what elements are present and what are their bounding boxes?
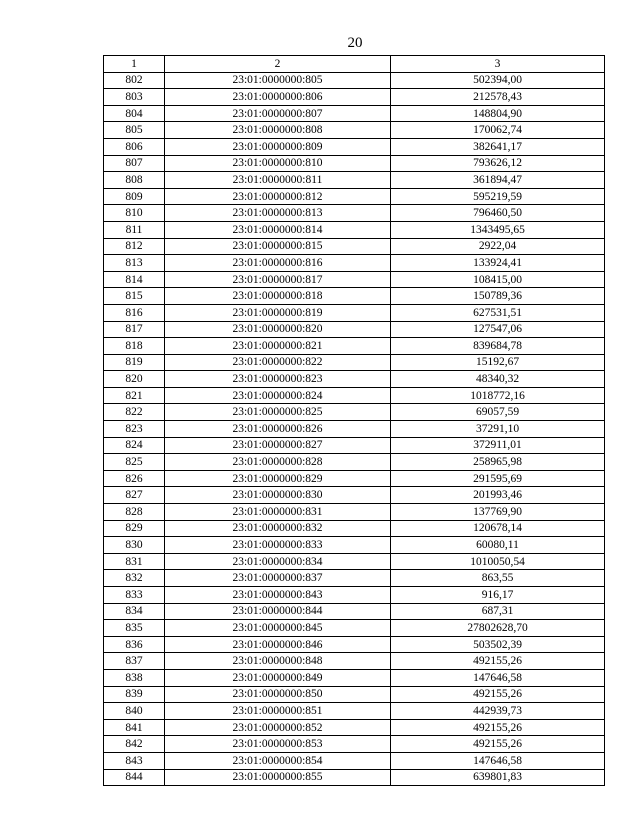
table-row — [104, 205, 605, 222]
row-index-cell: 817 — [104, 321, 165, 338]
row-index-cell: 812 — [104, 238, 165, 255]
table-row — [104, 537, 605, 554]
cadastral-number-cell: 23:01:0000000:831 — [165, 504, 391, 521]
cadastral-number-cell: 23:01:0000000:832 — [165, 520, 391, 537]
column-number-3: 3 — [391, 56, 605, 73]
table-body — [104, 72, 605, 786]
table-row — [104, 371, 605, 388]
row-index-cell: 833 — [104, 587, 165, 604]
cadastral-number-cell: 23:01:0000000:845 — [165, 620, 391, 637]
table-row — [104, 304, 605, 321]
row-index-cell: 829 — [104, 520, 165, 537]
row-index-cell: 821 — [104, 387, 165, 404]
cadastral-value-cell: 627531,51 — [391, 304, 605, 321]
cadastral-value-cell: 442939,73 — [391, 703, 605, 720]
cadastral-value-cell: 212578,43 — [391, 89, 605, 106]
column-number-1: 1 — [104, 56, 165, 73]
cadastral-number-cell: 23:01:0000000:812 — [165, 188, 391, 205]
cadastral-number-cell: 23:01:0000000:809 — [165, 138, 391, 155]
cadastral-value-cell: 2922,04 — [391, 238, 605, 255]
row-index-cell: 836 — [104, 636, 165, 653]
row-index-cell: 835 — [104, 620, 165, 637]
table-row — [104, 504, 605, 521]
column-number-2: 2 — [165, 56, 391, 73]
row-index-cell: 813 — [104, 255, 165, 272]
cadastral-number-cell: 23:01:0000000:817 — [165, 271, 391, 288]
table-row — [104, 470, 605, 487]
cadastral-value-cell: 492155,26 — [391, 686, 605, 703]
cadastral-number-cell: 23:01:0000000:822 — [165, 354, 391, 371]
cadastral-value-cell: 796460,50 — [391, 205, 605, 222]
row-index-cell: 841 — [104, 719, 165, 736]
cadastral-number-cell: 23:01:0000000:829 — [165, 470, 391, 487]
cadastral-value-cell: 69057,59 — [391, 404, 605, 421]
cadastral-value-cell: 147646,58 — [391, 752, 605, 769]
cadastral-value-cell: 127547,06 — [391, 321, 605, 338]
row-index-cell: 807 — [104, 155, 165, 172]
cadastral-number-cell: 23:01:0000000:824 — [165, 387, 391, 404]
cadastral-value-cell: 15192,67 — [391, 354, 605, 371]
table-row — [104, 288, 605, 305]
table-row — [104, 354, 605, 371]
cadastral-number-cell: 23:01:0000000:852 — [165, 719, 391, 736]
table-row — [104, 719, 605, 736]
cadastral-value-cell: 1010050,54 — [391, 553, 605, 570]
row-index-cell: 815 — [104, 288, 165, 305]
cadastral-value-table — [103, 55, 605, 786]
row-index-cell: 842 — [104, 736, 165, 753]
cadastral-value-cell: 863,55 — [391, 570, 605, 587]
row-index-cell: 822 — [104, 404, 165, 421]
table-row — [104, 587, 605, 604]
cadastral-number-cell: 23:01:0000000:854 — [165, 752, 391, 769]
cadastral-value-cell: 258965,98 — [391, 454, 605, 471]
row-index-cell: 814 — [104, 271, 165, 288]
cadastral-value-cell: 291595,69 — [391, 470, 605, 487]
table-row — [104, 686, 605, 703]
row-index-cell: 838 — [104, 669, 165, 686]
cadastral-value-cell: 502394,00 — [391, 72, 605, 89]
table-row — [104, 669, 605, 686]
row-index-cell: 826 — [104, 470, 165, 487]
cadastral-value-cell: 170062,74 — [391, 122, 605, 139]
cadastral-number-cell: 23:01:0000000:848 — [165, 653, 391, 670]
cadastral-number-cell: 23:01:0000000:851 — [165, 703, 391, 720]
row-index-cell: 844 — [104, 769, 165, 786]
table-row — [104, 255, 605, 272]
row-index-cell: 804 — [104, 105, 165, 122]
cadastral-value-cell: 120678,14 — [391, 520, 605, 537]
cadastral-number-cell: 23:01:0000000:823 — [165, 371, 391, 388]
cadastral-number-cell: 23:01:0000000:827 — [165, 437, 391, 454]
cadastral-number-cell: 23:01:0000000:834 — [165, 553, 391, 570]
cadastral-value-cell: 148804,90 — [391, 105, 605, 122]
row-index-cell: 839 — [104, 686, 165, 703]
cadastral-value-cell: 201993,46 — [391, 487, 605, 504]
cadastral-number-cell: 23:01:0000000:811 — [165, 172, 391, 189]
row-index-cell: 805 — [104, 122, 165, 139]
row-index-cell: 823 — [104, 421, 165, 438]
row-index-cell: 834 — [104, 603, 165, 620]
cadastral-value-cell: 27802628,70 — [391, 620, 605, 637]
row-index-cell: 824 — [104, 437, 165, 454]
cadastral-number-cell: 23:01:0000000:816 — [165, 255, 391, 272]
cadastral-value-cell: 595219,59 — [391, 188, 605, 205]
cadastral-value-cell: 372911,01 — [391, 437, 605, 454]
cadastral-number-cell: 23:01:0000000:810 — [165, 155, 391, 172]
cadastral-number-cell: 23:01:0000000:818 — [165, 288, 391, 305]
row-index-cell: 840 — [104, 703, 165, 720]
table-row — [104, 553, 605, 570]
table-row — [104, 520, 605, 537]
cadastral-value-cell: 361894,47 — [391, 172, 605, 189]
row-index-cell: 819 — [104, 354, 165, 371]
cadastral-value-cell: 492155,26 — [391, 736, 605, 753]
cadastral-value-cell: 492155,26 — [391, 653, 605, 670]
cadastral-value-cell: 382641,17 — [391, 138, 605, 155]
page-number-text: 20 — [347, 35, 363, 51]
cadastral-value-cell: 37291,10 — [391, 421, 605, 438]
cadastral-number-cell: 23:01:0000000:850 — [165, 686, 391, 703]
cadastral-number-cell: 23:01:0000000:821 — [165, 338, 391, 355]
cadastral-value-cell: 916,17 — [391, 587, 605, 604]
table-row — [104, 387, 605, 404]
row-index-cell: 820 — [104, 371, 165, 388]
cadastral-number-cell: 23:01:0000000:815 — [165, 238, 391, 255]
row-index-cell: 831 — [104, 553, 165, 570]
table-row — [104, 338, 605, 355]
cadastral-value-cell: 1018772,16 — [391, 387, 605, 404]
cadastral-value-cell: 48340,32 — [391, 371, 605, 388]
row-index-cell: 809 — [104, 188, 165, 205]
cadastral-number-cell: 23:01:0000000:844 — [165, 603, 391, 620]
column-number-row — [104, 56, 605, 73]
cadastral-value-cell: 137769,90 — [391, 504, 605, 521]
cadastral-number-cell: 23:01:0000000:807 — [165, 105, 391, 122]
row-index-cell: 811 — [104, 221, 165, 238]
table-row — [104, 487, 605, 504]
table-row — [104, 454, 605, 471]
table-row — [104, 238, 605, 255]
table-row — [104, 769, 605, 786]
page-number — [0, 34, 640, 52]
row-index-cell: 808 — [104, 172, 165, 189]
table-row — [104, 636, 605, 653]
row-index-cell: 832 — [104, 570, 165, 587]
table-row — [104, 172, 605, 189]
cadastral-value-cell: 1343495,65 — [391, 221, 605, 238]
cadastral-value-cell: 133924,41 — [391, 255, 605, 272]
table-row — [104, 437, 605, 454]
row-index-cell: 828 — [104, 504, 165, 521]
row-index-cell: 818 — [104, 338, 165, 355]
table-row — [104, 752, 605, 769]
cadastral-number-cell: 23:01:0000000:826 — [165, 421, 391, 438]
row-index-cell: 830 — [104, 537, 165, 554]
cadastral-number-cell: 23:01:0000000:820 — [165, 321, 391, 338]
cadastral-number-cell: 23:01:0000000:825 — [165, 404, 391, 421]
cadastral-number-cell: 23:01:0000000:806 — [165, 89, 391, 106]
table-row — [104, 620, 605, 637]
table-row — [104, 89, 605, 106]
cadastral-number-cell: 23:01:0000000:814 — [165, 221, 391, 238]
cadastral-number-cell: 23:01:0000000:830 — [165, 487, 391, 504]
cadastral-value-cell: 147646,58 — [391, 669, 605, 686]
cadastral-number-cell: 23:01:0000000:846 — [165, 636, 391, 653]
row-index-cell: 802 — [104, 72, 165, 89]
cadastral-value-cell: 492155,26 — [391, 719, 605, 736]
cadastral-number-cell: 23:01:0000000:853 — [165, 736, 391, 753]
table-row — [104, 155, 605, 172]
table-row — [104, 653, 605, 670]
table-row — [104, 188, 605, 205]
cadastral-value-cell: 150789,36 — [391, 288, 605, 305]
row-index-cell: 837 — [104, 653, 165, 670]
table-row — [104, 72, 605, 89]
cadastral-number-cell: 23:01:0000000:805 — [165, 72, 391, 89]
table-row — [104, 221, 605, 238]
cadastral-number-cell: 23:01:0000000:819 — [165, 304, 391, 321]
table-row — [104, 421, 605, 438]
table-row — [104, 736, 605, 753]
cadastral-value-cell: 687,31 — [391, 603, 605, 620]
table-row — [104, 138, 605, 155]
table-row — [104, 603, 605, 620]
cadastral-value-cell: 60080,11 — [391, 537, 605, 554]
cadastral-number-cell: 23:01:0000000:855 — [165, 769, 391, 786]
cadastral-value-cell: 639801,83 — [391, 769, 605, 786]
table-row — [104, 703, 605, 720]
cadastral-number-cell: 23:01:0000000:837 — [165, 570, 391, 587]
row-index-cell: 825 — [104, 454, 165, 471]
cadastral-number-cell: 23:01:0000000:843 — [165, 587, 391, 604]
row-index-cell: 816 — [104, 304, 165, 321]
table-row — [104, 404, 605, 421]
table-row — [104, 570, 605, 587]
cadastral-value-cell: 793626,12 — [391, 155, 605, 172]
row-index-cell: 806 — [104, 138, 165, 155]
row-index-cell: 827 — [104, 487, 165, 504]
row-index-cell: 810 — [104, 205, 165, 222]
table-row — [104, 105, 605, 122]
cadastral-number-cell: 23:01:0000000:808 — [165, 122, 391, 139]
row-index-cell: 843 — [104, 752, 165, 769]
cadastral-value-cell: 108415,00 — [391, 271, 605, 288]
table-row — [104, 321, 605, 338]
row-index-cell: 803 — [104, 89, 165, 106]
cadastral-number-cell: 23:01:0000000:813 — [165, 205, 391, 222]
cadastral-number-cell: 23:01:0000000:828 — [165, 454, 391, 471]
table-row — [104, 271, 605, 288]
table-row — [104, 122, 605, 139]
cadastral-number-cell: 23:01:0000000:833 — [165, 537, 391, 554]
cadastral-value-cell: 839684,78 — [391, 338, 605, 355]
cadastral-value-cell: 503502,39 — [391, 636, 605, 653]
cadastral-number-cell: 23:01:0000000:849 — [165, 669, 391, 686]
